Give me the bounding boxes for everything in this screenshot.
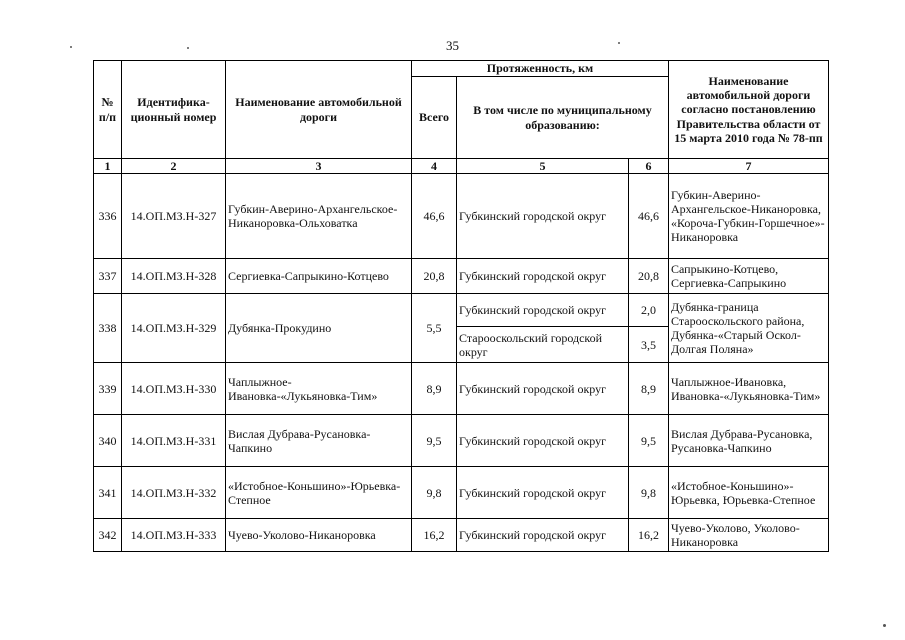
decree-name: Сапрыкино-Котцево, Сергиевка-Сапрыкино bbox=[669, 259, 829, 294]
road-id: 14.ОП.МЗ.Н-331 bbox=[122, 415, 226, 467]
road-id: 14.ОП.МЗ.Н-328 bbox=[122, 259, 226, 294]
roads-table bbox=[93, 60, 829, 552]
road-name: Вислая Дубрава-Русановка-Чапкино bbox=[226, 415, 412, 467]
page-number: 35 bbox=[446, 38, 459, 53]
total-length: 9,5 bbox=[412, 415, 457, 467]
row-number: 336 bbox=[94, 174, 122, 259]
table-row bbox=[94, 519, 829, 552]
municipality-length: 9,8 bbox=[629, 467, 669, 519]
total-length: 9,8 bbox=[412, 467, 457, 519]
municipality: Губкинский городской округ bbox=[457, 174, 629, 259]
municipality-length: 46,6 bbox=[629, 174, 669, 259]
municipality-length: 2,0 bbox=[629, 294, 669, 327]
road-id: 14.ОП.МЗ.Н-332 bbox=[122, 467, 226, 519]
header-including: В том числе по муниципальному образованию: bbox=[457, 77, 669, 159]
column-number: 3 bbox=[226, 159, 412, 174]
decree-name: Чуево-Уколово, Уколово-Никаноровка bbox=[669, 519, 829, 552]
table-row bbox=[94, 259, 829, 294]
scan-speck bbox=[70, 46, 72, 48]
municipality: Губкинский городской округ bbox=[457, 294, 629, 327]
municipality-length: 16,2 bbox=[629, 519, 669, 552]
total-length: 20,8 bbox=[412, 259, 457, 294]
municipality: Губкинский городской округ bbox=[457, 363, 629, 415]
table-row bbox=[94, 294, 829, 327]
road-id: 14.ОП.МЗ.Н-330 bbox=[122, 363, 226, 415]
road-id: 14.ОП.МЗ.Н-327 bbox=[122, 174, 226, 259]
header-id: Идентифика-ционный номер bbox=[122, 61, 226, 159]
row-number: 342 bbox=[94, 519, 122, 552]
column-number: 4 bbox=[412, 159, 457, 174]
table-row bbox=[94, 174, 829, 259]
municipality-length: 8,9 bbox=[629, 363, 669, 415]
header-no: № п/п bbox=[94, 61, 122, 159]
table-row bbox=[94, 363, 829, 415]
road-name: «Истобное-Коньшино»-Юрьевка-Степное bbox=[226, 467, 412, 519]
road-name: Губкин-Аверино-Архангельское-Никаноровка-Ольховатка bbox=[226, 174, 412, 259]
road-name: Сергиевка-Сапрыкино-Котцево bbox=[226, 259, 412, 294]
header-name: Наименование автомобильной дороги bbox=[226, 61, 412, 159]
column-number: 2 bbox=[122, 159, 226, 174]
municipality: Старооскольский городской округ bbox=[457, 327, 629, 363]
municipality: Губкинский городской округ bbox=[457, 259, 629, 294]
municipality-length: 9,5 bbox=[629, 415, 669, 467]
scan-speck bbox=[883, 624, 886, 627]
column-number: 7 bbox=[669, 159, 829, 174]
column-numbers-row bbox=[94, 159, 829, 174]
row-number: 338 bbox=[94, 294, 122, 363]
municipality: Губкинский городской округ bbox=[457, 467, 629, 519]
road-id: 14.ОП.МЗ.Н-329 bbox=[122, 294, 226, 363]
table-row bbox=[94, 415, 829, 467]
table-header bbox=[94, 61, 829, 174]
row-number: 339 bbox=[94, 363, 122, 415]
municipality: Губкинский городской округ bbox=[457, 519, 629, 552]
municipality-length: 20,8 bbox=[629, 259, 669, 294]
column-number: 6 bbox=[629, 159, 669, 174]
header-length: Протяженность, км bbox=[412, 61, 669, 77]
municipality: Губкинский городской округ bbox=[457, 415, 629, 467]
table-row bbox=[94, 467, 829, 519]
municipality-length: 3,5 bbox=[629, 327, 669, 363]
scan-speck bbox=[618, 42, 620, 44]
scan-speck bbox=[187, 47, 189, 49]
total-length: 46,6 bbox=[412, 174, 457, 259]
total-length: 8,9 bbox=[412, 363, 457, 415]
decree-name: Дубянка-граница Старооскольского района, Дубянка-«Старый Оскол-Долгая Поляна» bbox=[669, 294, 829, 363]
decree-name: «Истобное-Коньшино»-Юрьевка, Юрьевка-Степное bbox=[669, 467, 829, 519]
decree-name: Вислая Дубрава-Русановка, Русановка-Чапкино bbox=[669, 415, 829, 467]
row-number: 340 bbox=[94, 415, 122, 467]
header-decree: Наименование автомобильной дороги согласно постановлению Правительства области от 15 марта 2010 года № 78-пп bbox=[669, 61, 829, 159]
total-length: 5,5 bbox=[412, 294, 457, 363]
row-number: 341 bbox=[94, 467, 122, 519]
road-id: 14.ОП.МЗ.Н-333 bbox=[122, 519, 226, 552]
total-length: 16,2 bbox=[412, 519, 457, 552]
column-number: 5 bbox=[457, 159, 629, 174]
decree-name: Губкин-Аверино-Архангельское-Никаноровка, «Короча-Губкин-Горшечное»-Никаноровка bbox=[669, 174, 829, 259]
column-number: 1 bbox=[94, 159, 122, 174]
road-name: Чаплыжное-Ивановка-«Лукьяновка-Тим» bbox=[226, 363, 412, 415]
road-name: Чуево-Уколово-Никаноровка bbox=[226, 519, 412, 552]
decree-name: Чаплыжное-Ивановка, Ивановка-«Лукьяновка-Тим» bbox=[669, 363, 829, 415]
row-number: 337 bbox=[94, 259, 122, 294]
road-name: Дубянка-Прокудино bbox=[226, 294, 412, 363]
header-total: Всего bbox=[412, 77, 457, 159]
